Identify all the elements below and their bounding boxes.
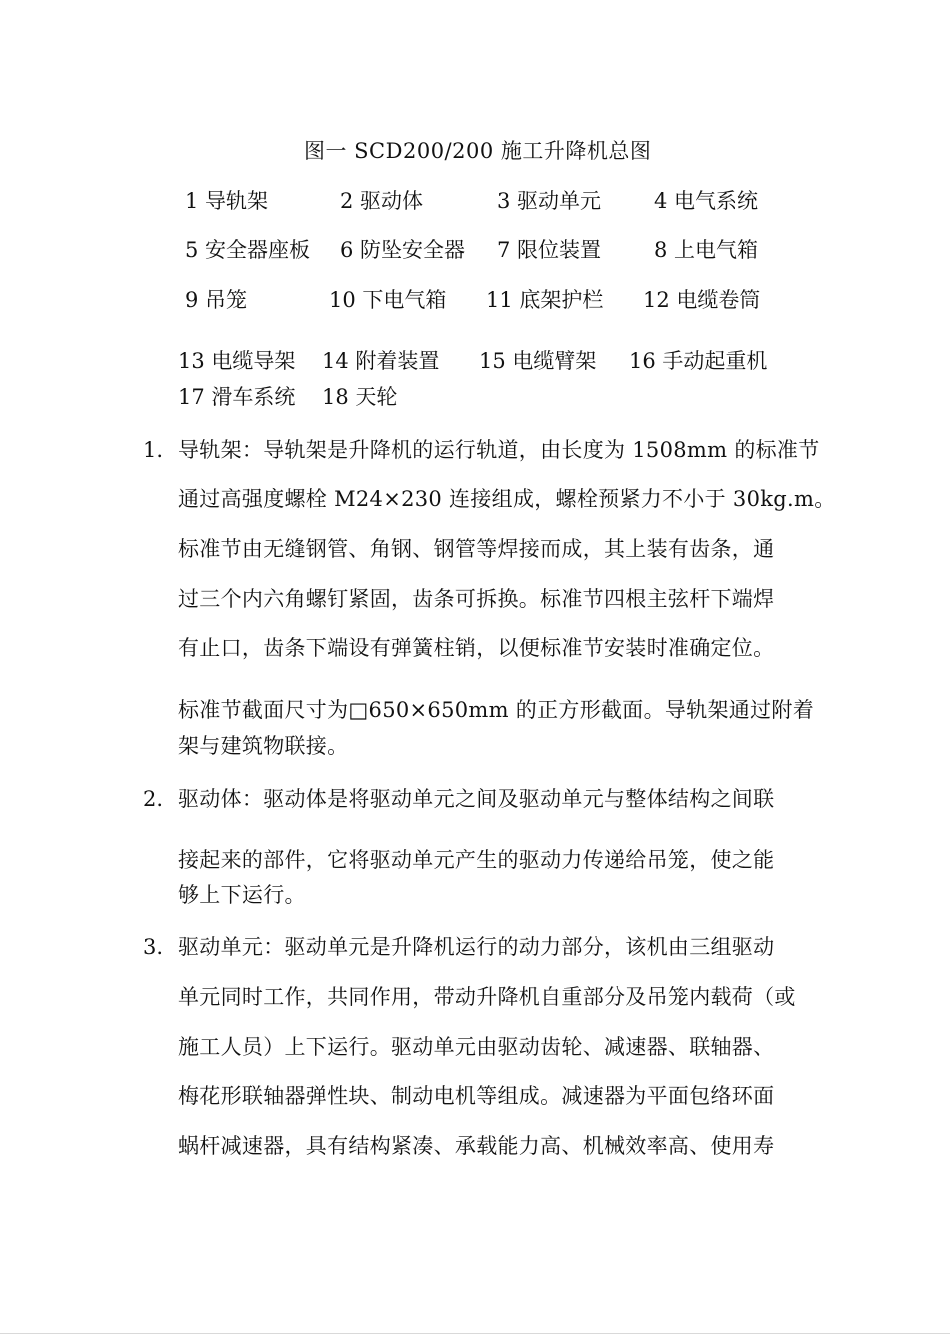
legend-item: 4 电气系统 bbox=[654, 189, 759, 213]
paragraph-line: 单元同时工作，共同作用，带动升降机自重部分及吊笼内载荷（或 bbox=[178, 985, 796, 1009]
page-edge-divider bbox=[0, 1333, 950, 1334]
legend-item: 13 电缆导架 bbox=[178, 349, 296, 373]
paragraph-line: 梅花形联轴器弹性块、制动电机等组成。减速器为平面包络环面 bbox=[178, 1084, 775, 1108]
paragraph-line: 通过高强度螺栓 M24×230 连接组成，螺栓预紧力不小于 30kg.m。 bbox=[178, 487, 836, 511]
legend-item: 14 附着装置 bbox=[322, 349, 440, 373]
legend-item: 10 下电气箱 bbox=[329, 288, 447, 312]
legend-item: 16 手动起重机 bbox=[629, 349, 768, 373]
legend-item: 5 安全器座板 bbox=[185, 238, 311, 262]
paragraph-line: 导轨架：导轨架是升降机的运行轨道，由长度为 1508mm 的标准节 bbox=[178, 438, 820, 462]
section-number: 1. bbox=[143, 438, 164, 462]
section-number: 3. bbox=[143, 935, 164, 959]
legend-item: 1 导轨架 bbox=[185, 189, 269, 213]
legend-item: 17 滑车系统 bbox=[178, 385, 296, 409]
paragraph-line: 蜗杆减速器，具有结构紧凑、承载能力高、机械效率高、使用寿 bbox=[178, 1134, 775, 1158]
paragraph-line: 标准节由无缝钢管、角钢、钢管等焊接而成，其上装有齿条，通 bbox=[178, 537, 775, 561]
legend-item: 6 防坠安全器 bbox=[340, 238, 466, 262]
legend-item: 3 驱动单元 bbox=[497, 189, 602, 213]
paragraph-line: 够上下运行。 bbox=[178, 883, 306, 907]
legend-item: 9 吊笼 bbox=[185, 288, 248, 312]
paragraph-line: 施工人员）上下运行。驱动单元由驱动齿轮、减速器、联轴器、 bbox=[178, 1035, 775, 1059]
paragraph-line: 驱动体：驱动体是将驱动单元之间及驱动单元与整体结构之间联 bbox=[178, 787, 775, 811]
paragraph-line: 架与建筑物联接。 bbox=[178, 734, 349, 758]
figure-title: 图一 SCD200/200 施工升降机总图 bbox=[304, 139, 652, 163]
legend-item: 7 限位装置 bbox=[497, 238, 602, 262]
paragraph-line: 驱动单元：驱动单元是升降机运行的动力部分，该机由三组驱动 bbox=[178, 935, 775, 959]
legend-item: 12 电缆卷筒 bbox=[643, 288, 761, 312]
paragraph-line: 过三个内六角螺钉紧固，齿条可拆换。标准节四根主弦杆下端焊 bbox=[178, 587, 775, 611]
paragraph-line: 标准节截面尺寸为□650×650mm 的正方形截面。导轨架通过附着 bbox=[178, 698, 815, 722]
paragraph-line: 有止口，齿条下端设有弹簧柱销，以便标准节安装时准确定位。 bbox=[178, 636, 775, 660]
legend-item: 11 底架护栏 bbox=[486, 288, 604, 312]
legend-item: 18 天轮 bbox=[322, 385, 398, 409]
section-number: 2. bbox=[143, 787, 164, 811]
legend-item: 15 电缆臂架 bbox=[479, 349, 597, 373]
paragraph-line: 接起来的部件，它将驱动单元产生的驱动力传递给吊笼，使之能 bbox=[178, 848, 775, 872]
legend-item: 8 上电气箱 bbox=[654, 238, 759, 262]
legend-item: 2 驱动体 bbox=[340, 189, 424, 213]
